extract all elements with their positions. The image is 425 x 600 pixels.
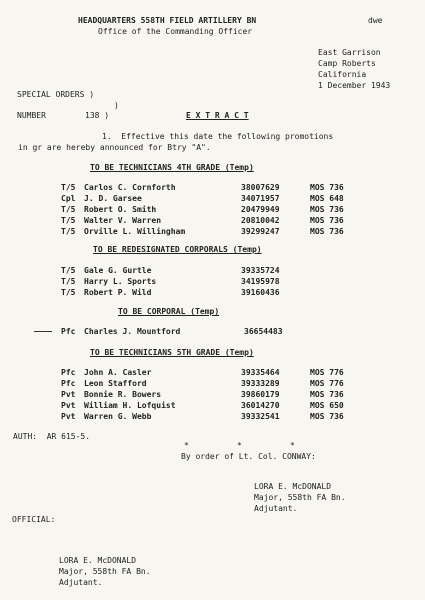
table-row: T/5 Orville L. Willingham 39299247 MOS 736 [61,227,344,236]
extract-title: E X T R A C T [186,111,249,120]
orders-number: 138 ) [85,111,110,120]
location-line-1: East Garrison [318,48,381,57]
authority-line: AUTH: AR 615-5. [13,432,91,441]
separator-stars: * * * [184,441,295,450]
section-heading-tec4: TO BE TECHNICIANS 4TH GRADE (Temp) [90,163,254,172]
official-signature-title: Major, 558th FA Bn. [59,567,151,576]
section-heading-corporals: TO BE REDESIGNATED CORPORALS (Temp) [93,245,262,254]
unit-heading: HEADQUARTERS 558TH FIELD ARTILLERY BN [78,16,257,25]
paragraph-line-2: in gr are hereby announced for Btry "A". [18,143,211,152]
official-label: OFFICIAL: [12,515,56,524]
table-row: T/5 Robert P. Wild 39160436 [61,288,280,297]
signature-name: LORA E. McDONALD [254,482,332,491]
table-row: T/5 Gale G. Gurtle 39335724 [61,266,280,275]
section-heading-tec5: TO BE TECHNICIANS 5TH GRADE (Temp) [90,348,254,357]
order-by-line: By order of Lt. Col. CONWAY: [181,452,316,461]
table-row: T/5 Carlos C. Cornforth 38007629 MOS 736 [61,183,344,192]
orders-bracket: ) [114,101,119,110]
table-row: Pvt Warren G. Webb 39332541 MOS 736 [61,412,344,421]
order-date: 1 December 1943 [318,81,391,90]
table-row: Cpl J. D. Garsee 34071957 MOS 648 [61,194,344,203]
special-orders-label: SPECIAL ORDERS ) [17,90,95,99]
orders-number-label: NUMBER [17,111,46,120]
table-row: Pfc Leon Stafford 39333289 MOS 776 [61,379,344,388]
table-row: T/5 Robert O. Smith 20479949 MOS 736 [61,205,344,214]
table-row: Pfc Charles J. Mountford 36654483 [61,327,283,336]
table-row: T/5 Harry L. Sports 34195978 [61,277,280,286]
signature-role: Adjutant. [254,504,298,513]
official-signature-role: Adjutant. [59,578,103,587]
table-row: Pvt William H. Lofquist 36014270 MOS 650 [61,401,344,410]
table-row: T/5 Walter V. Warren 20810042 MOS 736 [61,216,344,225]
table-row: Pfc John A. Casler 39335464 MOS 776 [61,368,344,377]
location-line-3: California [318,70,367,79]
location-line-2: Camp Roberts [318,59,376,68]
signature-title: Major, 558th FA Bn. [254,493,346,502]
section-heading-corporal: TO BE CORPORAL (Temp) [118,307,220,316]
typist-initials: dwe [368,16,383,25]
office-subheading: Office of the Commanding Officer [98,27,253,36]
table-row: Pvt Bonnie R. Bowers 39860179 MOS 736 [61,390,344,399]
paragraph-line-1: 1. Effective this date the following promotions [102,132,334,141]
official-signature-name: LORA E. McDONALD [59,556,137,565]
